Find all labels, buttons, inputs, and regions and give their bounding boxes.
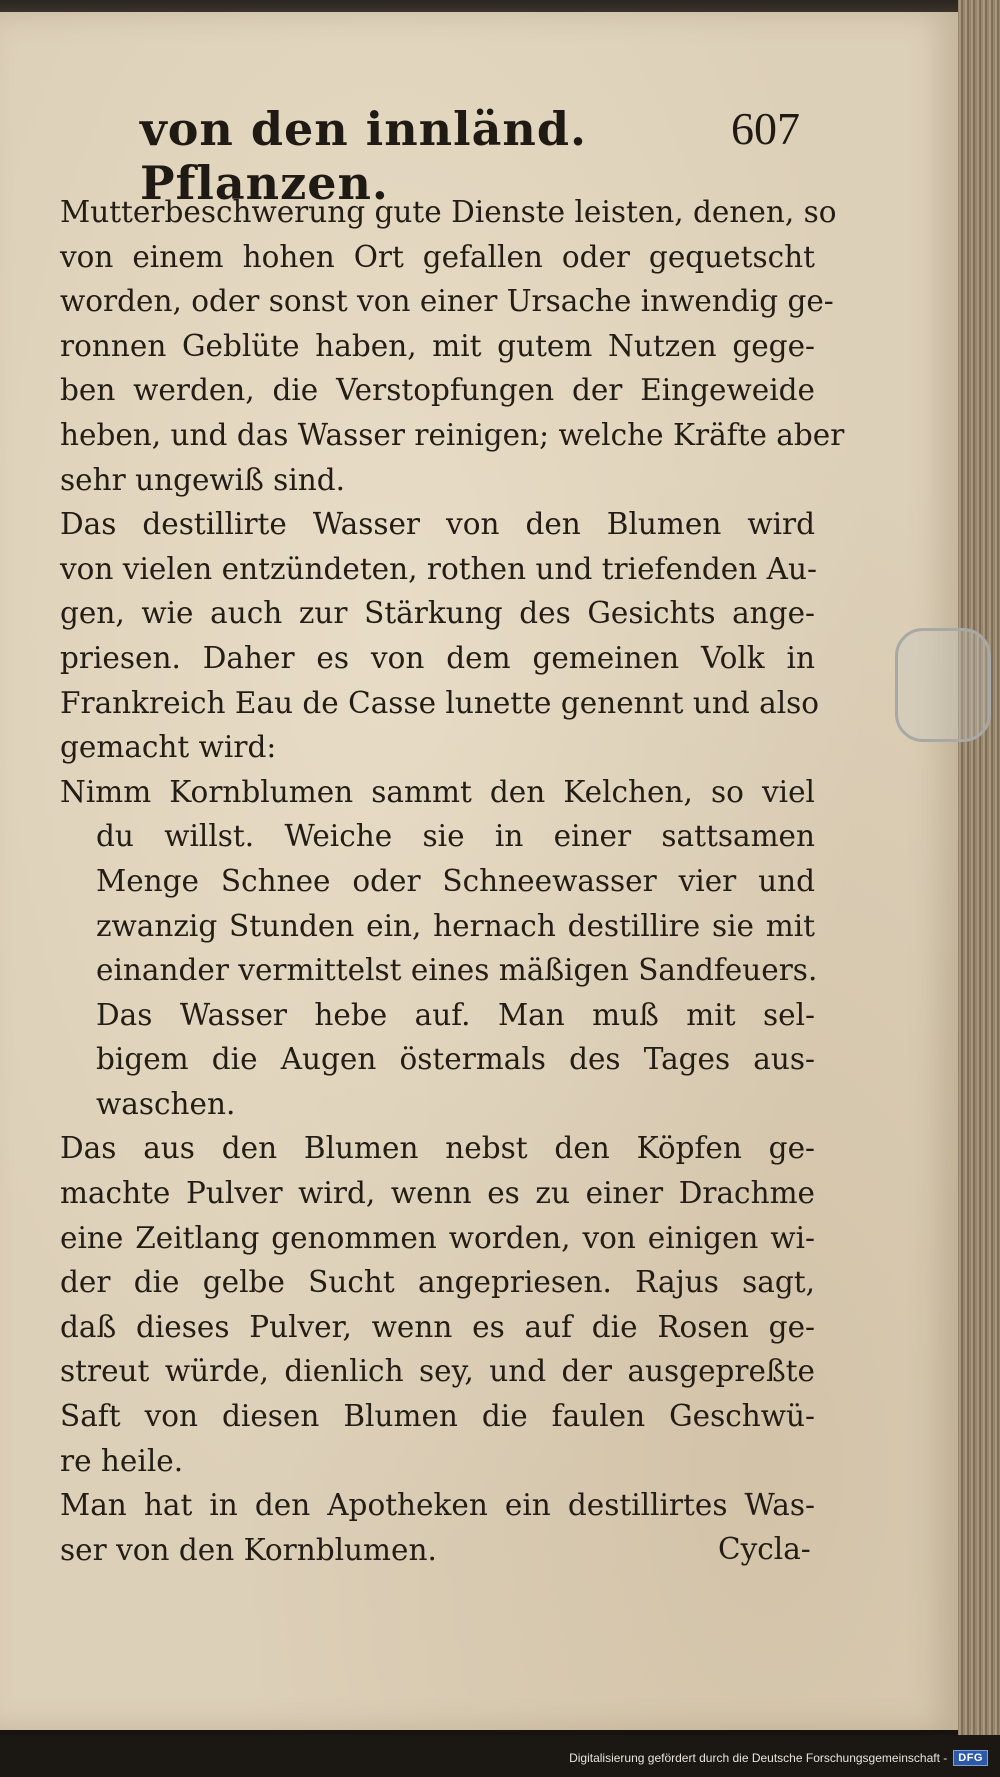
text-line: ronnen Geblüte haben, mit gutem Nutzen gege- (60, 328, 815, 363)
text-line: gen, wie auch zur Stärkung des Gesichts ange- (60, 596, 815, 631)
text-line: waschen. (96, 1086, 236, 1121)
credit-text: Digitalisierung gefördert durch die Deutsche Forschungsgemeinschaft - (569, 1751, 948, 1765)
text-line: gemacht wird: (60, 730, 277, 765)
text-line: sehr ungewiß sind. (60, 462, 346, 497)
catchword: Cycla- (718, 1532, 811, 1566)
text-line: bigem die Augen östermals des Tages aus- (96, 1042, 815, 1077)
text-line: Man hat in den Apotheken ein destillirtes Was- (60, 1488, 815, 1523)
text-line: worden, oder sonst von einer Ursache inwendig ge- (60, 284, 834, 319)
text-line: machte Pulver wird, wenn es zu einer Drachme (60, 1176, 815, 1211)
page-edges (958, 0, 1000, 1740)
text-line: eine Zeitlang genommen worden, von einigen wi- (60, 1220, 815, 1255)
page-header (140, 102, 800, 210)
text-line: priesen. Daher es von dem gemeinen Volk in (60, 640, 815, 675)
text-line: Frankreich Eau de Casse lunette genennt und also (60, 685, 820, 720)
body-text (60, 190, 845, 1572)
text-line: du willst. Weiche sie in einer sattsamen (96, 819, 815, 854)
text-line: von vielen entzündeten, rothen und triefenden Au- (60, 551, 817, 586)
text-line: von einem hohen Ort gefallen oder gequetscht (60, 239, 815, 274)
page-number: 607 (731, 103, 800, 154)
text-line: re heile. (60, 1443, 184, 1478)
text-line: Das Wasser hebe auf. Man muß mit sel- (96, 997, 815, 1032)
text-line: daß dieses Pulver, wenn es auf die Rosen ge- (60, 1309, 815, 1344)
text-line: ser von den Kornblumen. (60, 1532, 437, 1567)
text-line: Das destillirte Wasser von den Blumen wird (60, 507, 815, 542)
text-line: ben werden, die Verstopfungen der Eingeweide (60, 373, 815, 408)
text-line: Menge Schnee oder Schneewasser vier und (96, 863, 815, 898)
text-line: Mutterbeschwerung gute Dienste leisten, denen, so (60, 195, 837, 229)
text-line: zwanzig Stunden ein, hernach destillire sie mit (96, 908, 815, 943)
book-page (0, 12, 958, 1730)
text-line: der die gelbe Sucht angepriesen. Rajus sagt, (60, 1265, 815, 1300)
text-line: einander vermittelst eines mäßigen Sandfeuers. (96, 953, 818, 988)
text-line: heben, und das Wasser reinigen; welche Kräfte aber (60, 417, 845, 452)
text-line: Nimm Kornblumen sammt den Kelchen, so viel (60, 774, 815, 809)
digitization-credit (569, 1750, 988, 1766)
running-title: von den innländ. Pflanzen. (140, 102, 588, 210)
bookmark-tab (895, 628, 991, 742)
text-line: Saft von diesen Blumen die faulen Geschwü- (60, 1399, 815, 1434)
text-line: Das aus den Blumen nebst den Köpfen ge- (60, 1131, 815, 1166)
text-line: streut würde, dienlich sey, und der ausgepreßte (60, 1354, 815, 1389)
dfg-logo: DFG (953, 1750, 988, 1766)
